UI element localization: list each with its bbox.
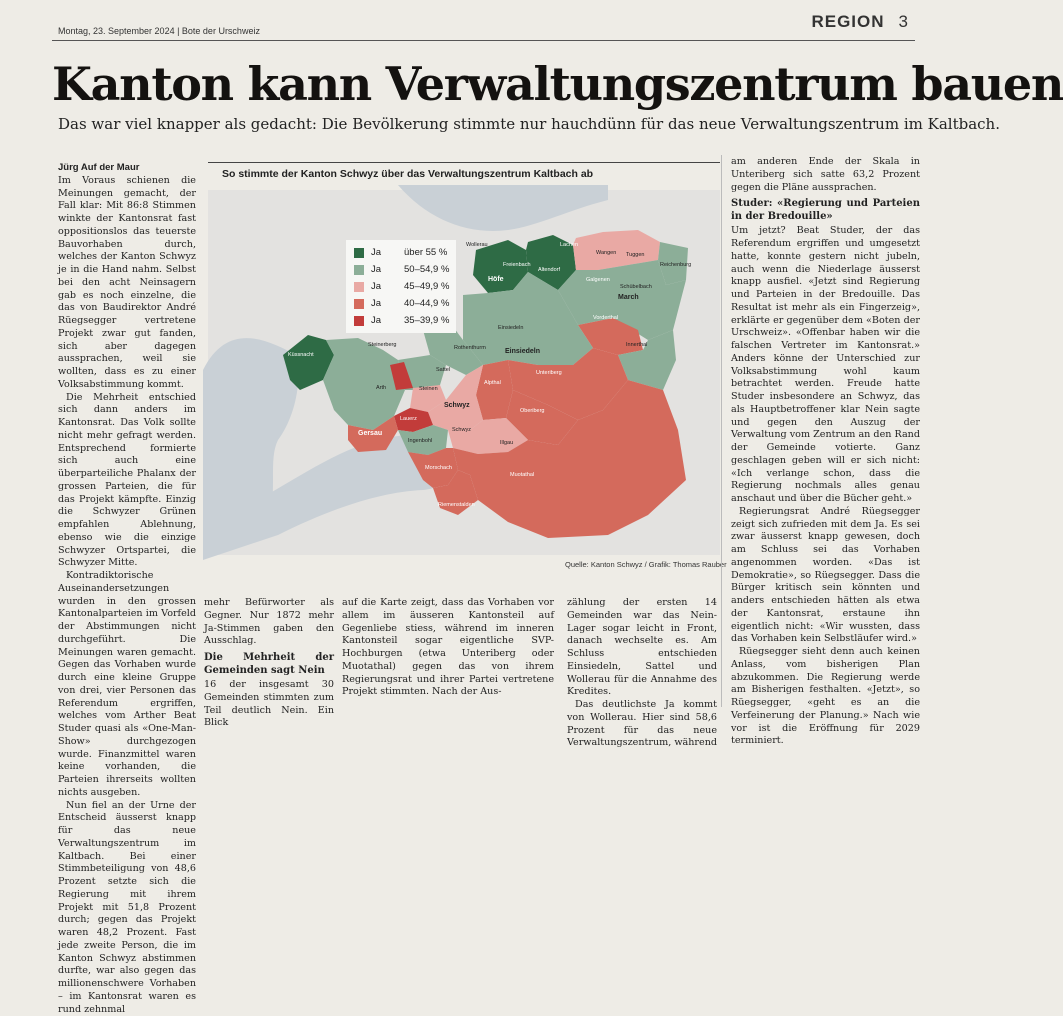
legend-swatch (354, 265, 364, 275)
legend-swatch (354, 299, 364, 309)
map-label-reichenburg: Reichenburg (660, 262, 691, 268)
paragraph: Im Voraus schienen die Meinungen gemacht, der Fall klar: Mit 86:8 Stimmen winkte der Kantonsrat fast oppositionslos das teuerste Bauvorhaben durch, welches der Kanton Schwyz je in die Hand nahm. Selbst bei den acht Neinsagern gab es noch einzelne, die das von Baudirektor André Rüegsegger vertretene Projekt zwar gut fanden, sich aber dagegen aussprachen, weil sie wollten, dass es zu einer Volksabstimmung kommt. (58, 175, 196, 392)
map-label-innerthal: Innerthal (626, 342, 647, 348)
legend-ja: Ja (371, 315, 381, 326)
legend-ja: Ja (371, 298, 381, 309)
article-column-right (731, 156, 920, 748)
article-column-2 (204, 597, 334, 730)
map-label-muotathal: Muotathal (510, 472, 534, 478)
map-label-lachen: Lachen (560, 242, 578, 248)
paragraph: mehr Befürworter als Gegner. Nur 1872 mehr Ja-Stimmen gaben den Ausschlag. (204, 597, 334, 648)
paragraph: Nun fiel an der Urne der Entscheid äusserst knapp für das neue Verwaltungszentrum im Kaltbach. Bei einer Stimmbeteiligung von 48,6 Prozent setzte sich die Regierung mit ihrem Projekt mit 51,8 Prozent durch; gegen das Projekt waren 48,2 Prozent. Fast jede zweite Person, die im Kanton Schwyz abstimmen durfte, war also gegen das millionenschwere Vorhaben – im Kantonsrat waren es rund zehnmal (58, 800, 196, 1016)
paragraph: Kontradiktorische Auseinandersetzungen wurden in den grossen Kantonalparteien im Vorfeld der Abstimmungen nicht durchgeführt. Die Meinungen waren gemacht. Gegen das Vorhaben wurde durch eine kleine Gruppe von drei, vier Personen das Referendum ergriffen, welches vom Arther Beat Studer quasi als «One-Man-Show» durchgezogen wurde. Finanzmittel waren keine vorhanden, die Parteien ihrerseits wollten nichts ausgeben. (58, 570, 196, 800)
map-label-steinerberg: Steinerberg (368, 342, 396, 348)
map-label-illgau: Illgau (500, 440, 513, 446)
legend-swatch (354, 282, 364, 292)
map-label-wollerau: Wollerau (466, 242, 488, 248)
figure-title: So stimmte der Kanton Schwyz über das Verwaltungszentrum Kaltbach ab (222, 168, 593, 180)
map-label-march: March (618, 294, 639, 301)
paragraph: Das deutlichste Ja kommt von Wollerau. Hier sind 58,6 Prozent für das neue Verwaltungszentrum, während (567, 699, 717, 750)
section-name: REGION (811, 12, 884, 31)
lead-text: Das war viel knapper als gedacht: Die Bevölkerung stimmte nur hauchdünn für das neue Verwaltungszentrum im Kaltbach. (58, 114, 1000, 134)
paragraph: 16 der insgesamt 30 Gemeinden stimmten zum Teil deutlich Nein. Ein Blick (204, 679, 334, 730)
paragraph: Rüegsegger sieht denn auch keinen Anlass, vom bisherigen Plan abzukommen. Die Regierung werde am Bisherigen festhalten. «Jetzt», so Rüegsegger, «geht es an die Verfeinerung der Planung.» Nach wie vor ist die Eröffnung für 2029 terminiert. (731, 646, 920, 748)
map-label-altendorf: Altendorf (538, 267, 560, 273)
map-label-schuebelbach: Schübelbach (620, 284, 652, 290)
section-header (811, 12, 909, 32)
map-label-rothenthurm: Rothenthurm (454, 345, 486, 351)
map-label-arth: Arth (376, 385, 386, 391)
paragraph: am anderen Ende der Skala in Unteriberg sich satte 63,2 Prozent gegen die Pläne aussprachen. (731, 156, 920, 194)
map-label-oberiberg: Oberiberg (520, 408, 544, 414)
legend-range: 45–49,9 % (404, 281, 449, 292)
map-label-ingenbohl: Ingenbohl (408, 438, 432, 444)
legend-ja: Ja (371, 281, 381, 292)
legend-range: 50–54,9 % (404, 264, 449, 275)
map-label-einsiedeln-small: Einsiedeln (498, 325, 523, 331)
date-source-line: Montag, 23. September 2024 | Bote der Urschweiz (58, 26, 260, 36)
figure-source: Quelle: Kanton Schwyz / Grafik: Thomas Rauber (565, 560, 727, 569)
map-label-kuessnacht: Küssnacht (288, 352, 314, 358)
map-label-freienbach: Freienbach (503, 262, 531, 268)
map-label-sattel: Sattel (436, 367, 450, 373)
column-divider (721, 155, 722, 707)
map-label-riemenstalden: Riemenstalden (438, 502, 475, 508)
map-graphic (208, 190, 720, 555)
map-label-alpthal: Alpthal (484, 380, 501, 386)
legend-row (354, 263, 454, 278)
lake-zurich (398, 185, 608, 231)
map-label-vorderthal: Vorderthal (593, 315, 618, 321)
map-label-einsiedeln: Einsiedeln (505, 348, 540, 355)
paragraph: Regierungsrat André Rüegsegger zeigt sich zufrieden mit dem Ja. Es sei zwar äusserst knapp gewesen, doch am Schluss sei das Vorhaben angenommen worden. «Das ist Demokratie», so Rüegsegger. Dass die Bürger kritisch sein könnten und anders entschieden hätten als etwa der Kantonsrat, erstaune ihn eigentlich nicht: «Wir wussten, dass das Vorhaben kein Selbstläufer wird.» (731, 506, 920, 646)
legend-ja: Ja (371, 264, 381, 275)
page-number: 3 (899, 12, 909, 31)
map-label-schwyz: Schwyz (444, 402, 470, 409)
map-label-hoefe: Höfe (488, 276, 504, 283)
legend-swatch (354, 316, 364, 326)
legend-range: 35–39,9 % (404, 315, 449, 326)
vote-map (208, 190, 720, 555)
legend-row (354, 246, 454, 261)
map-label-gersau: Gersau (358, 430, 382, 437)
headline: Kanton kann Verwaltungszentrum bauen (52, 58, 1063, 110)
article-column-3 (342, 597, 554, 699)
paragraph: Um jetzt? Beat Studer, der das Referendum ergriffen und umgesetzt hatte, konnte gestern nicht jubeln, auch wenn die Niederlage äusserst knapp ausfiel. «Jetzt sind Regierung und Parteien in der Bredouille. Das Resultat ist mehr als ein Fingerzeig», erklärte er gegenüber dem «Boten der Urschweiz». «Offenbar haben wir die falschen Vertreter im Kantonsrat.» Anders könne der Unterschied zur Volksabstimmung wohl kaum betrachtet werden. Freude hatte Studer insbesondere an Schwyz, das als Hauptbetroffener klar Nein sagte und gegen den Auszug der Verwaltung vom Zentrum an den Rand der Gemeinde votierte. Ganz geschlagen geben will er sich nicht: «Ich verlange schon, dass die Regierung nochmals alles genau anschaut und über die Bücher geht.» (731, 225, 920, 506)
paragraph: auf die Karte zeigt, dass das Vorhaben vor allem im äusseren Kantonsteil auf Gegenliebe stiess, während im inneren Kantonsteil sogar eigentliche SVP-Hochburgen (etwa Unteriberg oder Muotathal) gegen das von ihrem Regierungsrat und ihrer Partei vertretene Projekt stimmten. Nach der Aus- (342, 597, 554, 699)
author-byline: Jürg Auf der Maur (58, 162, 196, 175)
header-rule (52, 40, 915, 41)
map-legend (346, 240, 456, 333)
legend-ja: Ja (371, 247, 381, 258)
legend-range: über 55 % (404, 247, 447, 258)
article-column-4 (567, 597, 717, 750)
legend-row (354, 314, 454, 329)
paragraph: zählung der ersten 14 Gemeinden war das Nein-Lager sogar leicht in Front, danach wechselte es. Am Schluss entschieden Einsiedeln, Sattel und Wollerau für die Annahme des Kredites. (567, 597, 717, 699)
map-label-steinen: Steinen (419, 386, 438, 392)
legend-swatch (354, 248, 364, 258)
figure-rule (208, 162, 720, 163)
legend-range: 40–44,9 % (404, 298, 449, 309)
map-label-unteriberg: Unteriberg (536, 370, 562, 376)
legend-row (354, 297, 454, 312)
map-label-morschach: Morschach (425, 465, 452, 471)
subheading: Studer: «Regierung und Parteien in der Bredouille» (731, 198, 920, 223)
paragraph: Die Mehrheit entschied sich dann anders im Kantonsrat. Das Volk sollte nicht mehr gefragt werden. Entsprechend formierte sich auch eine überparteiliche Phalanx der grossen Parteien, die für das Projekt kämpfte. Einzig die Schwyzer Grünen empfahlen Ablehnung, ebenso wie die einzige Schwyzer Ortspartei, die Schwyzer Mitte. (58, 392, 196, 571)
legend-row (354, 280, 454, 295)
map-label-tuggen: Tuggen (626, 252, 644, 258)
map-label-schwyz-small: Schwyz (452, 427, 471, 433)
map-label-wangen: Wangen (596, 250, 616, 256)
map-label-galgenen: Galgenen (586, 277, 610, 283)
region-arth (323, 338, 405, 430)
subheading: Die Mehrheit der Gemeinden sagt Nein (204, 652, 334, 677)
article-column-1 (58, 162, 196, 1016)
map-label-lauerz: Lauerz (400, 416, 417, 422)
